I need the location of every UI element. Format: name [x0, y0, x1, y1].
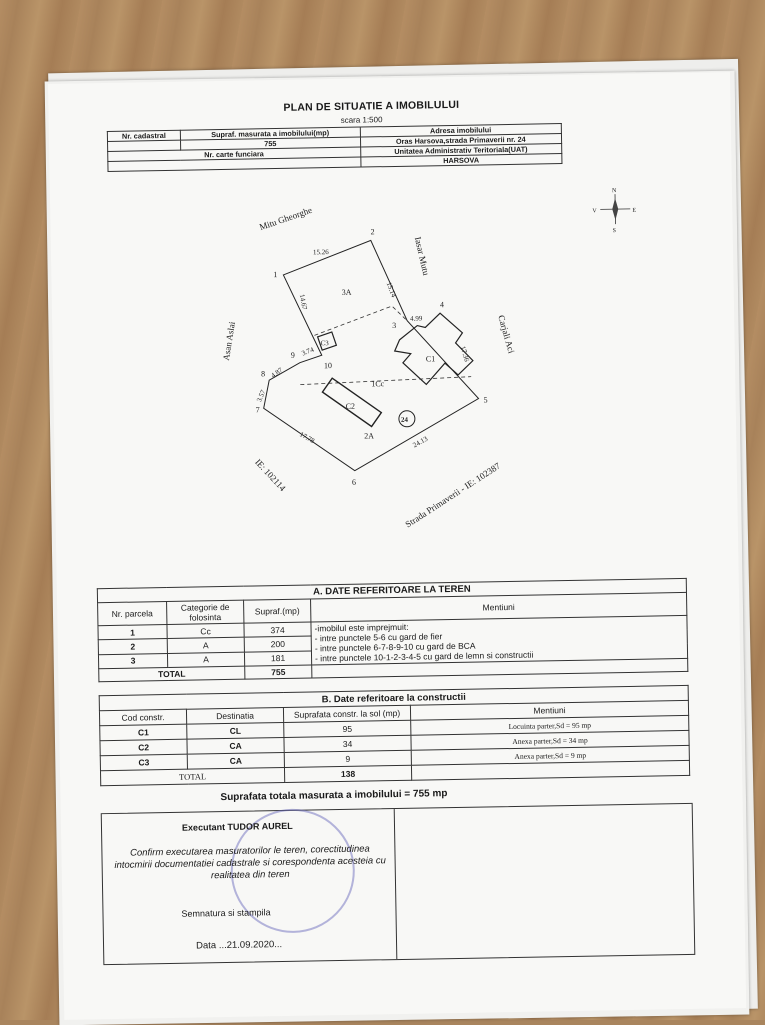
distance-6-7: 17.78: [298, 430, 316, 446]
point-7: 7: [255, 405, 260, 415]
mentiuni-line: - intre punctele 5-6 cu gard de fier: [314, 631, 443, 644]
cell-dest: CL: [187, 722, 284, 739]
parcel-division-south: [300, 377, 471, 385]
constructii-table: [99, 685, 690, 786]
total-surface-line: Suprafata totala masurata a imobilului = 755 mp: [220, 788, 448, 804]
parcel-label-2a: 2A: [364, 431, 375, 441]
distance-5-6: 24.13: [411, 434, 430, 450]
document-title: PLAN DE SITUATIE A IMOBILULUI: [283, 98, 460, 114]
cell-ment: Locuinta parter,Sd = 95 mp: [411, 715, 689, 735]
col-supraf: Supraf.(mp): [244, 599, 311, 623]
cell-ment: Anexa parter,Sd = 9 mp: [411, 745, 689, 765]
cell-sup: 374: [244, 622, 311, 637]
mentiuni-line: - intre punctele 10-1-2-3-4-5 cu gard de lemn si constructii: [314, 649, 534, 664]
uat-label: Unitatea Administrativ Teritoriala(UAT): [360, 144, 562, 158]
col-cod: Cod constr.: [99, 709, 186, 726]
cell-cat: Cc: [167, 623, 244, 639]
constructii-total-value: 138: [284, 765, 411, 782]
point-4: 4: [439, 300, 444, 310]
signature-label: Semnatura si stampila: [181, 907, 271, 919]
mentiuni-line: - intre punctele 6-7-8-9-10 cu gard de BCA: [314, 640, 476, 654]
site-plan-drawing: [50, 182, 739, 594]
col-mentiuni: Mentiuni: [311, 592, 687, 622]
number-circle-label: 24: [400, 415, 408, 424]
cell-sup: 34: [284, 735, 411, 752]
executant-text: Confirm executarea masuratorilor le teren, corectitudinea intocmirii documentatiei cadastrale si corespondenta acesteia cu realitatea din teren: [114, 843, 386, 882]
cell-nr: 1: [98, 625, 167, 641]
building-label-c2: C2: [345, 401, 356, 411]
point-6: 6: [351, 477, 357, 487]
point-1: 1: [273, 270, 278, 280]
col-suprafata: Suprafata constr. la sol (mp): [283, 705, 410, 722]
parcel-label-1cc: 1Cc: [371, 379, 385, 389]
col-nr-parcela: Nr. parcela: [98, 602, 167, 626]
point-8: 8: [261, 369, 266, 379]
distance-8-9: 4.87: [269, 366, 285, 380]
distance-2-3: 15.14: [384, 280, 398, 299]
col-destinatia: Destinatia: [186, 707, 283, 724]
carte-funciara-label: Nr. carte funciara: [108, 147, 361, 161]
point-3: 3: [392, 320, 397, 331]
distance-3-4: 4.99: [410, 314, 423, 323]
cell-nr: 2: [98, 639, 167, 655]
cell-cod: C3: [100, 754, 187, 771]
col-categorie: Categorie de folosinta: [167, 600, 244, 624]
cell-sup: 9: [284, 750, 411, 767]
point-2: 2: [370, 227, 375, 237]
constructii-total-label: TOTAL: [100, 767, 284, 785]
compass-s: S: [612, 228, 617, 235]
cell-dest: CA: [187, 737, 284, 754]
cell-sup: 95: [284, 720, 411, 737]
compass-e: E: [632, 207, 637, 214]
neighbor-south: Strada Primaverii - IE: 102387: [403, 460, 502, 530]
header-table: [107, 123, 563, 172]
teren-total-value: 755: [245, 665, 312, 679]
teren-section-title: A. DATE REFERITOARE LA TEREN: [97, 578, 686, 602]
cell-ment: Anexa parter,Sd = 34 mp: [411, 730, 689, 750]
executant-title: Executant TUDOR AUREL: [181, 820, 293, 833]
distance-7-8: 3.57: [255, 388, 268, 404]
cell-sup: 200: [244, 636, 311, 651]
distance-4-5: 17.36: [458, 345, 471, 363]
mentiuni-cell: [311, 615, 688, 665]
mentiuni-line: -imobilul este imprejmuit:: [314, 621, 409, 634]
point-10: 10: [323, 361, 333, 371]
distance-1-2: 15.26: [312, 248, 329, 257]
date-label: Data ...21.09.2020...: [195, 939, 283, 952]
document-page: [48, 72, 746, 1020]
neighbor-southwest: IE: 102114: [253, 456, 288, 494]
cell-cat: A: [167, 652, 244, 668]
col-mentiuni-b: Mentiuni: [410, 700, 688, 720]
teren-total-label: TOTAL: [99, 666, 245, 682]
neighbor-west: Asan Aslai: [220, 320, 237, 362]
constructii-section-title: B. Date referitoare la constructii: [99, 685, 688, 710]
cell-cod: C1: [100, 724, 187, 741]
executant-box: [102, 809, 398, 964]
suprafata-value: 755: [180, 137, 360, 150]
point-5: 5: [483, 395, 488, 405]
distance-9-10: 3.74: [300, 345, 315, 358]
adresa-label: Adresa imobilului: [360, 124, 562, 138]
compass-icon: [592, 188, 637, 235]
distance-10-1: 14.67: [297, 293, 309, 311]
suprafata-label: Supraf. masurata a imobilului(mp): [180, 127, 360, 140]
neighbor-northeast: Iasar Mutu: [412, 235, 432, 277]
teren-table: [97, 578, 689, 682]
cell-nr: 3: [98, 653, 167, 669]
cell-sup: 181: [244, 651, 311, 667]
building-label-c1: C1: [425, 354, 436, 364]
cell-cat: A: [167, 637, 244, 653]
cell-dest: CA: [187, 752, 284, 769]
building-label-c3: C3: [320, 339, 329, 348]
cell-cod: C2: [100, 739, 187, 756]
adresa-value: Oras Harsova,strada Primaverii nr. 24: [360, 134, 562, 148]
neighbor-north: Mitu Gheorghe: [257, 204, 314, 233]
uat-value: HARSOVA: [360, 154, 562, 168]
parcel-label-3a: 3A: [341, 287, 352, 297]
document-scale: scara 1:500: [340, 115, 383, 125]
neighbor-east: Carjali Aci: [496, 313, 517, 355]
nr-cadastral-label: Nr. cadastral: [107, 130, 180, 141]
executant-section: [101, 803, 696, 965]
compass-v: V: [592, 208, 597, 215]
compass-n: N: [611, 188, 617, 195]
point-9: 9: [290, 350, 295, 360]
